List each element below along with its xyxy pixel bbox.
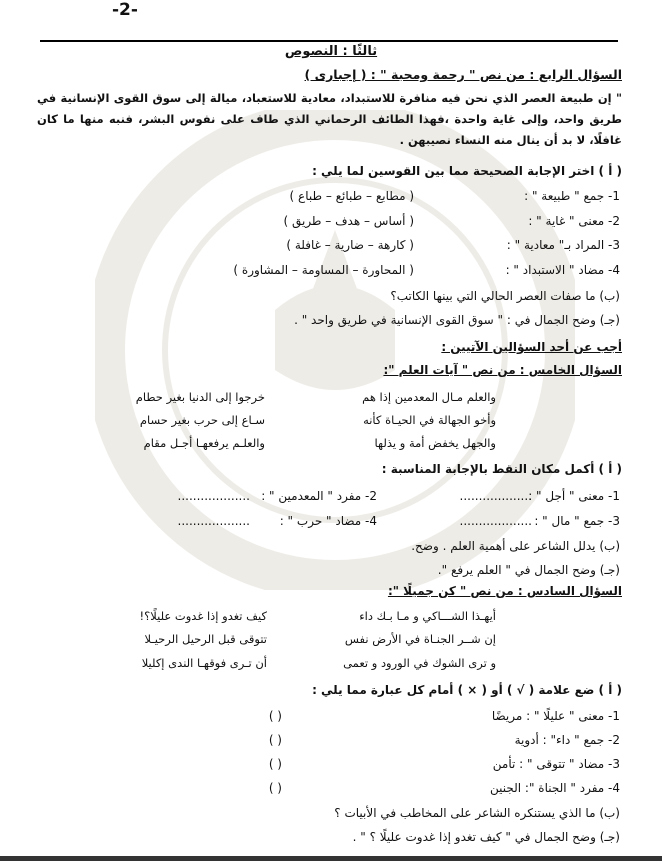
- q6-part-b: (ب) ما الذي يستنكره الشاعر على المخاطب في الأبيات ؟: [334, 806, 620, 820]
- q4-item-4-label: 4- مضاد " الاستبداد " :: [505, 263, 620, 277]
- q4-part-c: (جـ) وضح الجمال في : " سوق القوى الإنسانية في طريق واحد " .: [294, 313, 620, 327]
- q4-heading: السؤال الرابع : من نص " رحمة ومحبة " : ( إجبارى ): [304, 67, 622, 82]
- q5-item-3-dots[interactable]: ...................: [459, 514, 532, 528]
- q4-item-2-options: ( أساس – هدف – طريق ): [283, 214, 414, 228]
- q4-item-3-label: 3- المراد بـ" معادية " :: [506, 238, 620, 252]
- q5-item-3-label: 3- جمع " مال " :: [534, 514, 620, 528]
- q5-item-1-label: 1- معنى " أجل " :: [528, 489, 620, 503]
- q4-item-4-options: ( المحاورة – المساومة – المشاورة ): [233, 263, 414, 277]
- page-number: -2-: [112, 0, 138, 20]
- q5-part-c: (جـ) وضح الجمال في " العلم يرفع ".: [437, 563, 620, 577]
- q5-verse-3-second: والعلـم يرفعهـا أجـل مقام: [143, 436, 265, 450]
- q6-verse-3-second: أن تـرى فوقهـا الندى إكليلا: [141, 656, 267, 670]
- q5-item-2-label: 2- مفرد " المعدمين " :: [261, 489, 377, 503]
- q4-part-a-label: ( أ ) اختر الإجابة الصحيحة مما بين القوسين لما يلي :: [312, 164, 622, 178]
- q5-item-1-dots[interactable]: ...................: [459, 489, 532, 503]
- q6-verse-3-first: و ترى الشوك في الورود و تعمى: [343, 656, 496, 670]
- q4-part-b: (ب) ما صفات العصر الحالي التي بينها الكاتب؟: [390, 289, 620, 303]
- q5-item-2-dots[interactable]: ...................: [177, 489, 250, 503]
- q6-verse-1-second: كيف تغدو إذا غدوت عليلًا؟!: [139, 609, 267, 623]
- answer-one-instruction: أجب عن أحد السؤالين الآتيين :: [441, 340, 622, 354]
- top-rule: [40, 40, 618, 42]
- q5-verse-2-second: سـاع إلى حرب بغير حسام: [139, 413, 265, 427]
- q6-verse-1-first: أيهـذا الشـــاكي و مـا بـك داء: [359, 609, 496, 623]
- q6-item-1-box[interactable]: ( ): [268, 709, 282, 723]
- q5-verse-1-second: خرجوا إلى الدنيا بغير حطام: [135, 390, 265, 404]
- q5-heading: السؤال الخامس : من نص " آيات العلم ":: [383, 363, 622, 377]
- q6-heading: السؤال السادس : من نص " كن جميلًا ":: [387, 584, 622, 598]
- q4-item-1-options: ( مطابع – طبائع – طباع ): [289, 189, 414, 203]
- q4-item-2-label: 2- معنى " غاية " :: [528, 214, 620, 228]
- q6-item-3-label: 3- مضاد " تتوقى " : تأمن: [492, 757, 620, 771]
- q6-item-2-box[interactable]: ( ): [268, 733, 282, 747]
- q4-item-3-options: ( كارهة – ضارية – غافلة ): [286, 238, 414, 252]
- q6-item-2-label: 2- جمع " داء" : أدوية: [514, 733, 620, 747]
- q5-item-4-label: 4- مضاد " حرب " :: [279, 514, 377, 528]
- q6-part-a-label: ( أ ) ضع علامة ( √ ) أو ( × ) أمام كل عبارة مما يلي :: [312, 683, 622, 697]
- q4-item-1-label: 1- جمع " طبيعة " :: [524, 189, 620, 203]
- q6-item-4-box[interactable]: ( ): [268, 781, 282, 795]
- q6-verse-2-second: تتوقى قبل الرحيل الرحيـلا: [144, 632, 267, 646]
- q5-part-a-label: ( أ ) أكمل مكان النقط بالإجابة المناسبة :: [381, 462, 622, 476]
- q5-verse-2-first: وأخو الجهالة في الحيـاة كأنه: [363, 413, 496, 427]
- q5-part-b: (ب) يدلل الشاعر على أهمية العلم . وضح.: [411, 539, 620, 553]
- section-title: ثالثًا : النصوص: [284, 44, 378, 59]
- q5-verse-3-first: والجهل يخفض أمة و يذلها: [374, 436, 496, 450]
- q6-verse-2-first: إن شــر الجنـاة في الأرض نفس: [344, 632, 496, 646]
- bottom-bar: [0, 856, 662, 861]
- q5-verse-1-first: والعلم مـال المعدمين إذا هم: [362, 390, 496, 404]
- q6-item-4-label: 4- مفرد " الجناة ": الجنين: [489, 781, 620, 795]
- q6-item-1-label: 1- معنى " عليلًا " : مريضًا: [491, 709, 620, 723]
- q4-passage: " إن طبيعة العصر الذي نحن فيه منافرة للاستبداد، معادية للاستعباد، ميالة إلى سوق القوى الإنسانية في طريق واحد، وإلى غاية واحدة ،فهذا الطائف الرحماني الذي طاف على نفوس البشر، فنبه منها ما كان غافلًا، لا بد أن ينال منه النساء نصيبهن .: [37, 91, 622, 147]
- q6-part-c: (جـ) وضح الجمال في " كيف تغدو إذا غدوت عليلًا ؟ " .: [352, 830, 620, 844]
- q6-item-3-box[interactable]: ( ): [268, 757, 282, 771]
- q5-item-4-dots[interactable]: ...................: [177, 514, 250, 528]
